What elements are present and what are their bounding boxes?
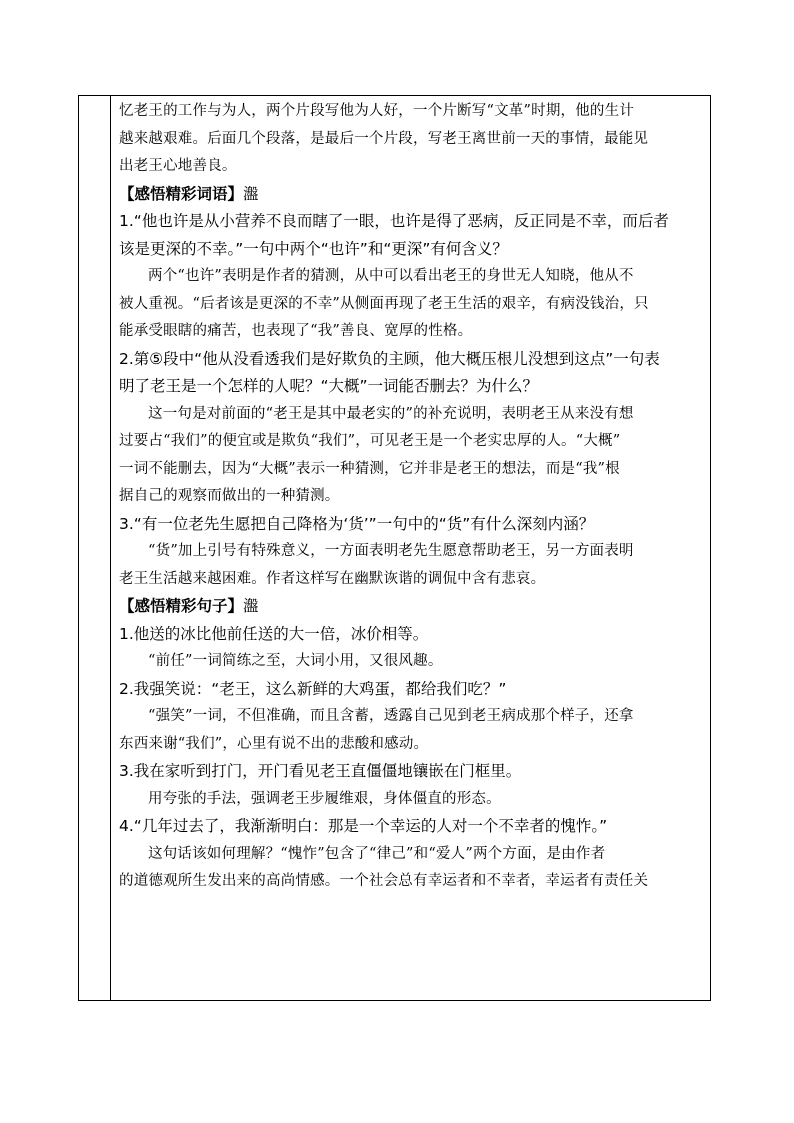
heading-text: 【感悟精彩句子】 bbox=[119, 597, 244, 615]
answer-line: 一词不能删去，因为“大概”表示一种猜测，它并非是老王的想法，而是“我”根 bbox=[119, 460, 620, 477]
question-line: 1.他送的冰比他前任送的大一倍，冰价相等。 bbox=[119, 624, 429, 643]
answer-line: 东西来谢“我们”，心里有说不出的悲酸和感动。 bbox=[119, 735, 429, 752]
question-line: 3.我在家听到打门，开门看见老王直僵僵地镶嵌在门框里。 bbox=[119, 762, 522, 780]
answer-line: 两个“也许”表明是作者的猜测，从中可以看出老王的身世无人知晓，他从不 bbox=[148, 268, 634, 284]
intro-line: 越来越艰难。后面几个段落，是最后一个片段，写老王离世前一天的事情，最能见 bbox=[119, 130, 649, 147]
answer-line: 据自己的观察而做出的一种猜测。 bbox=[119, 488, 340, 504]
answer-line: 老王生活越来越困难。作者这样写在幽默诙谐的调侃中含有悲哀。 bbox=[119, 570, 546, 587]
intro-line: 出老王心地善良。 bbox=[119, 158, 237, 174]
question-line: 该是更深的不幸。”一句中两个“也许”和“更深”有何含义？ bbox=[119, 239, 508, 258]
column-divider bbox=[110, 95, 111, 1001]
answer-line: 过要占“我们”的便宜或是欺负“我们”，可见老王是一个老实忠厚的人。“大概” bbox=[119, 433, 621, 449]
question-line: 明了老王是一个怎样的人呢？“大概”一词能否删去？为什么？ bbox=[119, 377, 539, 395]
answer-line: 的道德观所生发出来的高尚情感。一个社会总有幸运者和不幸者，幸运者有责任关 bbox=[119, 873, 649, 889]
content-cell bbox=[119, 98, 703, 896]
answer-line: 被人重视。“后者该是更深的不幸”从侧面再现了老王生活的艰辛，有病没钱治，只 bbox=[119, 295, 649, 312]
section-heading-sentences bbox=[119, 593, 703, 621]
heading-tail: 瀊 bbox=[243, 597, 259, 615]
answer-line: “货”加上引号有特殊意义，一方面表明老先生愿意帮助老王，另一方面表明 bbox=[148, 543, 634, 559]
heading-tail: 瀊 bbox=[243, 184, 259, 203]
answer-line: 能承受眼瞎的痛苦，也表现了“我”善良、宽厚的性格。 bbox=[119, 323, 473, 339]
question-line: 2.第⑤段中“他从没看透我们是好欺负的主顾，他大概压根儿没想到这点”一句表 bbox=[119, 349, 660, 368]
answer-line: 用夸张的手法，强调老王步履维艰，身体僵直的形态。 bbox=[148, 790, 501, 807]
section-heading-words bbox=[119, 181, 703, 209]
question-line: 4.“几年过去了，我渐渐明白：那是一个幸运的人对一个不幸者的愧怍。” bbox=[119, 817, 608, 835]
answer-line: 这一句是对前面的“老王是其中最老实的”的补充说明，表明老王从来没有想 bbox=[148, 405, 634, 422]
answer-line: “强笑”一词，不但准确，而且含蓄，透露自己见到老王病成那个样子，还拿 bbox=[148, 708, 634, 724]
heading-text: 【感悟精彩词语】 bbox=[119, 184, 244, 203]
answer-line: 这句话该如何理解？“愧怍”包含了“律己”和“爱人”两个方面，是由作者 bbox=[148, 845, 606, 862]
question-line: 1.“他也许是从小营养不良而瞎了一眼，也许是得了恶病，反正同是不幸，而后者 bbox=[119, 212, 669, 230]
answer-line: “前任”一词简练之至，大词小用，又很风趣。 bbox=[148, 653, 443, 669]
question-line: 3.“有一位老先生愿把自己降格为‘货’”一句中的“货”有什么深刻内涵？ bbox=[119, 514, 595, 533]
question-line: 2.我强笑说：“老王，这么新鲜的大鸡蛋，都给我们吃？” bbox=[119, 679, 507, 698]
intro-line: 忆老王的工作与为人，两个片段写他为人好，一个片断写“文革”时期，他的生计 bbox=[119, 103, 635, 119]
